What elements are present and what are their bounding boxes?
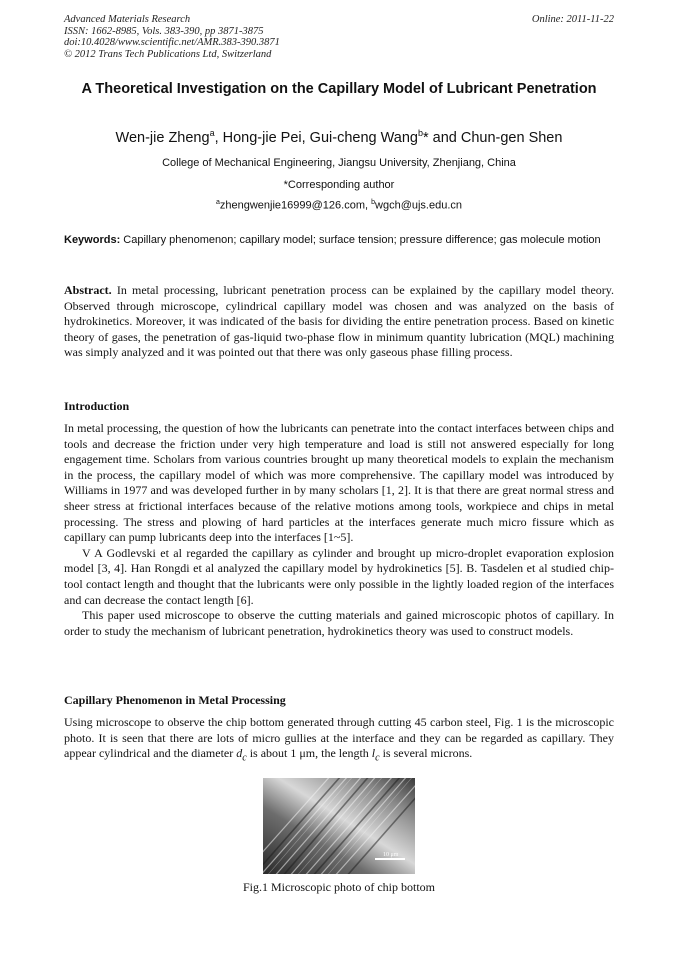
section-heading-introduction: Introduction xyxy=(64,399,130,413)
var-d-sub: c xyxy=(242,752,247,764)
introduction-body xyxy=(64,421,614,639)
issn-line: ISSN: 1662-8985, Vols. 383-390, pp 3871-3875 xyxy=(64,25,264,37)
doi-line: doi:10.4028/www.scientific.net/AMR.383-390.3871 xyxy=(64,37,280,48)
email-a[interactable]: zhengwenjie16999@126.com, xyxy=(219,199,372,212)
author-1: Wen-jie Zheng xyxy=(115,129,210,146)
abstract-text: In metal processing, lubricant penetration process can be explained by the capillary model theory. Observed through microscope, cylindrical capillary model was chosen and was analyzed on the basis of hydrokinetics. Moreover, it was indicated of the basis for dividing the entire penetration process. Based on kinetic theory of gases, the penetration of gas-liquid two-phase flow in minimum quantity lubrication (MQL) machining was simply analyzed and it was pointed out that there was only gaseous phase filling process. xyxy=(64,283,614,360)
copyright-line: © 2012 Trans Tech Publications Ltd, Switzerland xyxy=(64,48,272,60)
capillary-text-2: is about 1 μm, the length xyxy=(246,746,372,761)
var-d: d xyxy=(236,746,243,761)
author-3: * and Chun-gen Shen xyxy=(422,129,563,146)
section-heading-capillary: Capillary Phenomenon in Metal Processing xyxy=(64,693,286,707)
email-a-sup: a xyxy=(215,199,220,206)
figure-1-caption: Fig.1 Microscopic photo of chip bottom xyxy=(243,880,435,894)
paper-title: A Theoretical Investigation on the Capillary Model of Lubricant Penetration xyxy=(81,81,597,97)
capillary-paragraph xyxy=(64,715,614,766)
keywords-text: Capillary phenomenon; capillary model; surface tension; pressure difference; gas molecule motion xyxy=(120,234,601,246)
author-list xyxy=(40,128,638,146)
abstract xyxy=(64,283,614,361)
corresponding-note: *Corresponding author xyxy=(283,179,395,191)
intro-paragraph-1: In metal processing, the question of how the lubricants can penetrate into the contact interfaces between chips and tools and decrease the friction under very high temperature and load is still not answered especially for long engagement time. Scholars from various countries brought up many theoretical models to explain the mechanism in the process, the capillary model of which was more comprehensive. The capillary model was introduced by Williams in 1977 and was developed further in by many scholars [1, 2]. It is that there are great normal stress and sheer stress at frictional interfaces because of the relative motions among tools, workpiece and chips in metal processing. The stress and plowing of hard particles at the interfaces generate much micro fissure which as capillary can pump lubricants deep into the interfaces [1~5]. xyxy=(64,421,614,545)
microscope-image xyxy=(263,778,415,874)
journal-name: Advanced Materials Research xyxy=(64,14,191,25)
author-1-sup: a xyxy=(209,128,215,138)
running-header xyxy=(64,14,614,60)
email-line xyxy=(40,199,638,212)
scale-label: 10 μm xyxy=(383,852,399,858)
online-date: Online: 2011-11-22 xyxy=(531,14,614,25)
email-b[interactable]: wgch@ujs.edu.cn xyxy=(375,199,463,212)
abstract-label: Abstract. xyxy=(64,283,112,297)
intro-paragraph-3: This paper used microscope to observe the cutting materials and gained microscopic photos of capillary. In order to study the mechanism of lubricant penetration, hydrokinetics theory was used to construct models. xyxy=(64,608,614,638)
capillary-text-1: Using microscope to observe the chip bottom generated through cutting 45 carbon steel, Fig. 1 is the microscopic photo. It is seen that there are lots of micro gullies at the interface and they can be regarded as capillary. They appear cylindrical and the diameter xyxy=(64,715,614,761)
affiliation: College of Mechanical Engineering, Jiangsu University, Zhenjiang, China xyxy=(162,157,516,169)
intro-paragraph-2: V A Godlevski et al regarded the capillary as cylinder and brought up micro-droplet evaporation explosion model [3, 4]. Han Rongdi et al analyzed the capillary model by hydrokinetics [5]. B. Tasdelen et al studied chip-tool contact length and thought that the lubricants were only possible in the lightly loaded region of the interfaces and can decrease the contact length [6]. xyxy=(64,545,614,607)
var-l-sub: c xyxy=(375,752,380,764)
figure-1-microscopic-photo xyxy=(263,778,415,874)
email-b-sup: b xyxy=(371,199,376,206)
keywords-label: Keywords: xyxy=(64,234,121,246)
author-2: , Hong-jie Pei, Gui-cheng Wang xyxy=(214,129,418,146)
var-l: l xyxy=(371,746,376,761)
scale-bar xyxy=(375,858,405,860)
capillary-text-3: is several microns. xyxy=(379,746,473,761)
author-2-sup: b xyxy=(417,128,423,138)
keywords xyxy=(64,233,614,248)
